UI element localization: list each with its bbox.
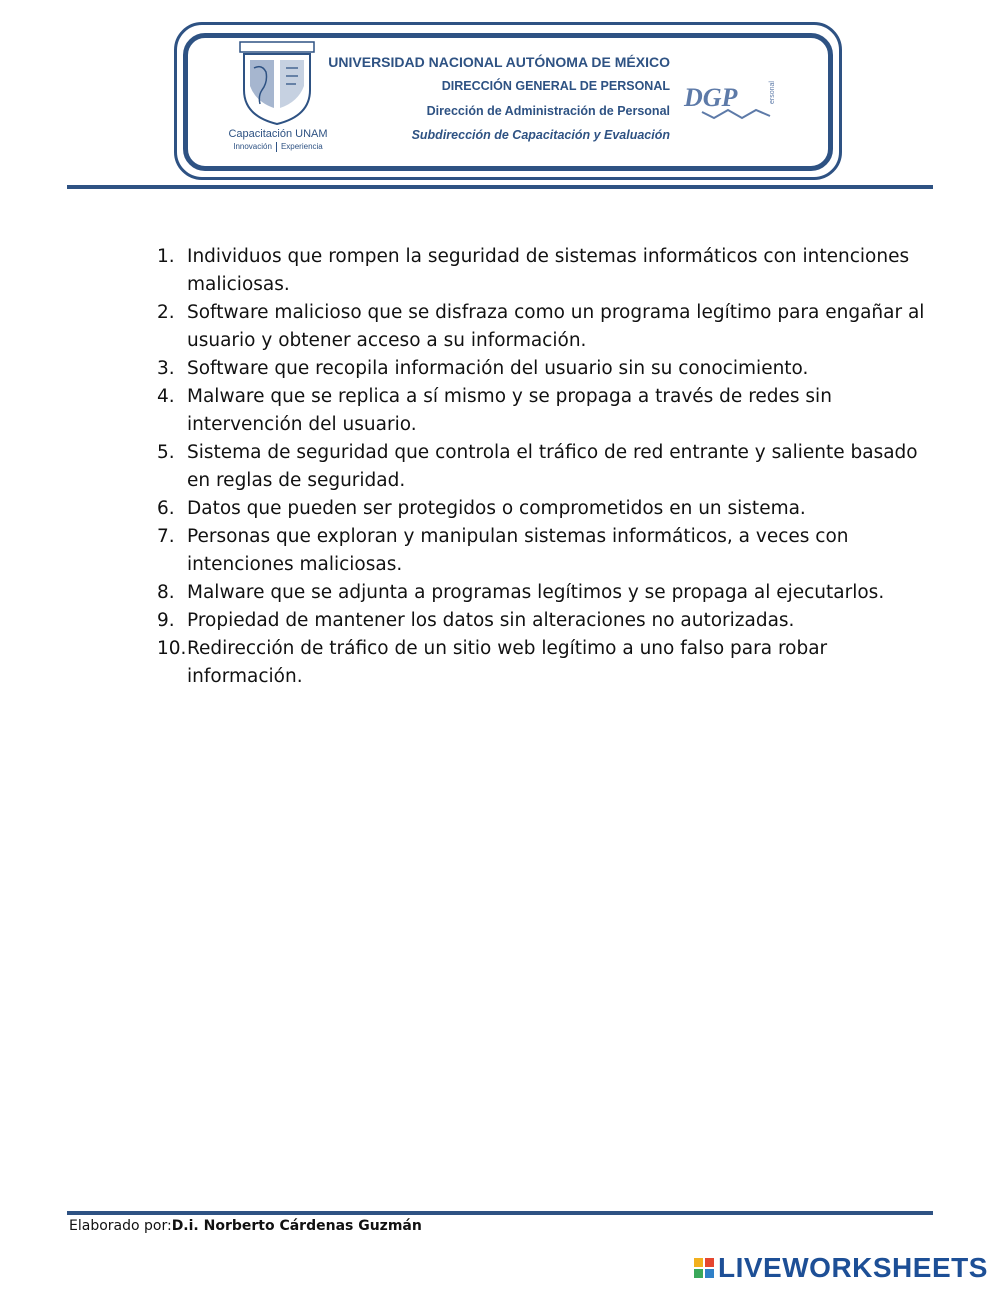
list-item (157, 383, 937, 439)
university-name: UNIVERSIDAD NACIONAL AUTÓNOMA DE MÉXICO (328, 54, 670, 70)
svg-text:DGP: DGP (684, 83, 738, 112)
item-number: 2. (157, 302, 175, 323)
item-text: Malware que se adjunta a programas legítimos y se propaga al ejecutarlos. (187, 582, 885, 603)
capacitacion-text: Capacitación UNAM (228, 128, 328, 140)
list-item (157, 243, 937, 299)
footer-credit (69, 1218, 422, 1234)
list-item (157, 579, 937, 607)
item-number: 5. (157, 442, 175, 463)
item-number: 3. (157, 358, 175, 379)
item-text: Propiedad de mantener los datos sin alteraciones no autorizadas. (187, 610, 795, 631)
item-text: Sistema de seguridad que controla el tráfico de red entrante y saliente basado en reglas de seguridad. (187, 442, 918, 491)
item-text: Malware que se replica a sí mismo y se propaga a través de redes sin intervención del usuario. (187, 386, 832, 435)
item-number: 10. (157, 638, 187, 659)
svg-text:ersonal: ersonal (769, 81, 776, 104)
capacitacion-unam-label (228, 128, 328, 152)
list-item (157, 607, 937, 635)
liveworksheets-text: LIVEWORKSHEETS (718, 1252, 988, 1283)
item-text: Personas que exploran y manipulan sistemas informáticos, a veces con intenciones maliciosas. (187, 526, 849, 575)
item-text: Individuos que rompen la seguridad de sistemas informáticos con intenciones maliciosas. (187, 246, 910, 295)
footer-divider (67, 1211, 933, 1215)
list-item (157, 495, 937, 523)
dgp-logo-icon (682, 82, 774, 122)
item-text: Redirección de tráfico de un sitio web legítimo a uno falso para robar información. (187, 638, 828, 687)
direction-name: DIRECCIÓN GENERAL DE PERSONAL (441, 79, 670, 93)
experiencia-text: Experiencia (280, 142, 323, 152)
item-text: Software que recopila información del usuario sin su conocimiento. (187, 358, 809, 379)
subdirection-name: Subdirección de Capacitación y Evaluación (411, 128, 670, 142)
item-text: Datos que pueden ser protegidos o comprometidos en un sistema. (187, 498, 806, 519)
list-item (157, 299, 937, 355)
list-item (157, 355, 937, 383)
list-item (157, 439, 937, 495)
tagline-divider (276, 142, 277, 152)
list-item (157, 635, 937, 691)
administration-name: Dirección de Administración de Personal (426, 104, 670, 118)
item-text: Software malicioso que se disfraza como un programa legítimo para engañar al usuario y obtener acceso a su información. (187, 302, 925, 351)
capacitacion-tagline (228, 142, 328, 152)
item-number: 8. (157, 582, 175, 603)
liveworksheets-logo-icon (694, 1258, 714, 1278)
header-divider (67, 185, 933, 189)
footer-author: D.i. Norberto Cárdenas Guzmán (171, 1218, 422, 1234)
innovacion-text: Innovación (233, 142, 272, 152)
footer-label: Elaborado por: (69, 1218, 172, 1234)
unam-seal-icon (232, 38, 322, 128)
list-item (157, 523, 937, 579)
item-number: 4. (157, 386, 175, 407)
item-number: 6. (157, 498, 175, 519)
liveworksheets-watermark[interactable] (694, 1253, 988, 1283)
definitions-list (157, 243, 937, 691)
item-number: 9. (157, 610, 175, 631)
item-number: 1. (157, 246, 175, 267)
item-number: 7. (157, 526, 175, 547)
